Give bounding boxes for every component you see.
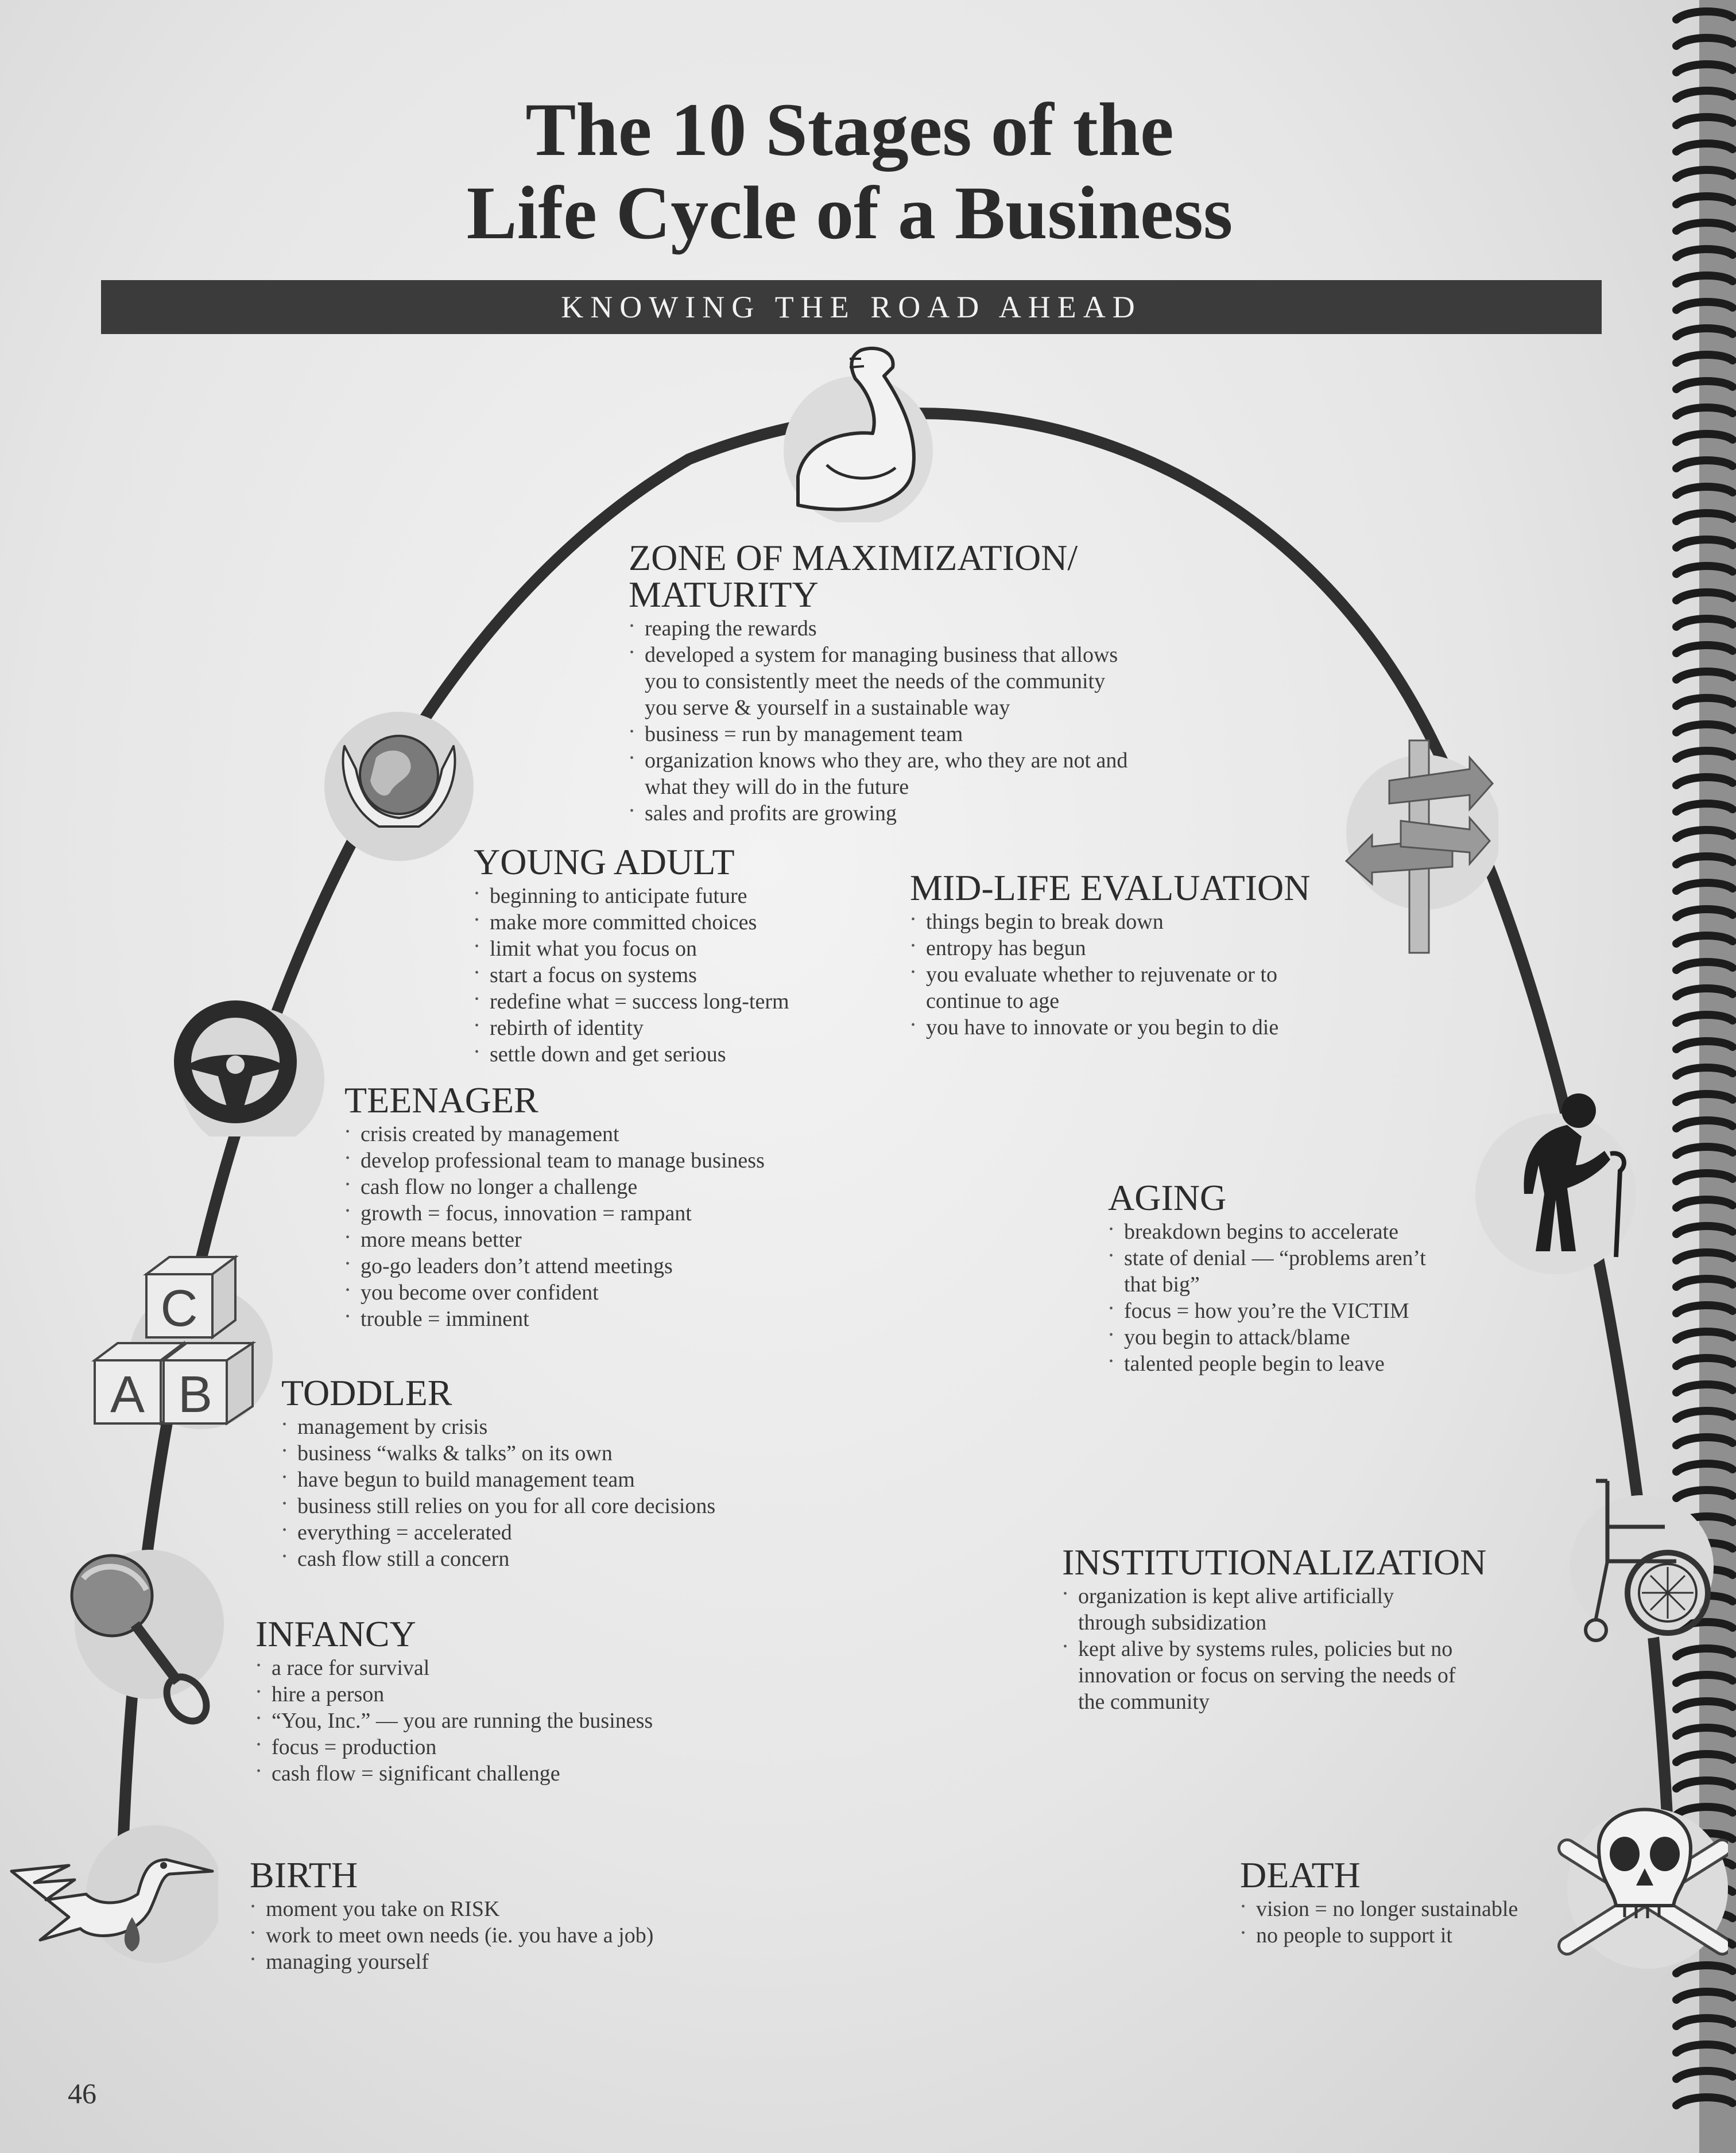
list-item: • start a focus on systems <box>474 962 875 988</box>
stage-maturity <box>629 537 1203 827</box>
list-item: • you become over confident <box>344 1279 861 1306</box>
list-item: • business = run by management team <box>629 721 1203 747</box>
list-item-cont: the community <box>1078 1690 1210 1714</box>
page-title-line-1: The 10 Stages of the <box>525 87 1174 172</box>
list-item: • managing yourself <box>250 1949 766 1975</box>
list-item: • trouble = imminent <box>344 1306 861 1332</box>
list-item: • state of denial — “problems aren’t <box>1108 1245 1567 1271</box>
block-letter-b: B <box>177 1366 213 1423</box>
list-item: • you begin to attack/blame <box>1108 1324 1567 1351</box>
list-item: • breakdown begins to accelerate <box>1108 1219 1567 1245</box>
stage-infancy-title: INFANCY <box>255 1613 416 1654</box>
list-item: • focus = how you’re the VICTIM <box>1108 1298 1567 1324</box>
list-item: • moment you take on RISK <box>250 1896 766 1922</box>
stage-death-title: DEATH <box>1240 1855 1361 1895</box>
stage-toddler <box>281 1372 798 1572</box>
list-item-cont: you to consistently meet the needs of the community <box>645 669 1106 693</box>
list-item: • settle down and get serious <box>474 1041 875 1068</box>
list-item-cont: what they will do in the future <box>645 775 909 799</box>
list-item: • you evaluate whether to rejuvenate or to <box>910 961 1369 988</box>
list-item: • rebirth of identity <box>474 1015 875 1041</box>
stage-infancy <box>255 1613 772 1787</box>
list-item: • redefine what = success long-term <box>474 988 875 1015</box>
stage-midlife-title: MID-LIFE EVALUATION <box>910 867 1311 908</box>
steering-wheel-icon <box>155 999 344 1136</box>
list-item: • “You, Inc.” — you are running the business <box>255 1708 772 1734</box>
stage-young-adult <box>474 841 875 1068</box>
block-letter-a: A <box>110 1366 145 1423</box>
list-item: • kept alive by systems rules, policies but no <box>1062 1636 1550 1662</box>
list-item: • work to meet own needs (ie. you have a job) <box>250 1922 766 1949</box>
stage-institutionalization-title: INSTITUTIONALIZATION <box>1062 1542 1487 1582</box>
globe-in-hands-icon <box>310 677 482 867</box>
list-item: • a race for survival <box>255 1655 772 1681</box>
stage-aging <box>1108 1177 1567 1377</box>
list-item-cont: you serve & yourself in a sustainable way <box>645 696 1010 720</box>
list-item: • entropy has begun <box>910 935 1369 961</box>
list-item-cont: through subsidization <box>1078 1611 1267 1635</box>
stork-icon <box>0 1808 218 1980</box>
stage-young-adult-title: YOUNG ADULT <box>474 841 735 882</box>
stage-birth-title: BIRTH <box>250 1855 358 1895</box>
list-item: • you have to innovate or you begin to die <box>910 1014 1369 1041</box>
stage-midlife <box>910 867 1369 1041</box>
abc-blocks-icon <box>86 1251 281 1435</box>
page-title-line-2: Life Cycle of a Business <box>466 170 1233 255</box>
list-item: • limit what you focus on <box>474 936 875 962</box>
skull-crossbones-icon <box>1556 1774 1728 1986</box>
stage-teenager <box>344 1082 861 1332</box>
flexed-arm-icon <box>764 333 953 522</box>
list-item: • business still relies on you for all core decisions <box>281 1493 798 1519</box>
list-item: • cash flow no longer a challenge <box>344 1174 861 1200</box>
list-item: • organization knows who they are, who they are not and <box>629 747 1203 774</box>
list-item: • reaping the rewards <box>629 615 1203 642</box>
list-item: • have begun to build management team <box>281 1467 798 1493</box>
list-item: • growth = focus, innovation = rampant <box>344 1200 861 1227</box>
list-item: • management by crisis <box>281 1414 798 1440</box>
list-item: • talented people begin to leave <box>1108 1351 1567 1377</box>
list-item: • focus = production <box>255 1734 772 1760</box>
list-item: • go-go leaders don’t attend meetings <box>344 1253 861 1279</box>
list-item-cont: that big” <box>1124 1273 1200 1297</box>
block-letter-c: C <box>160 1280 198 1337</box>
list-item: • business “walks & talks” on its own <box>281 1440 798 1467</box>
list-item-cont: innovation or focus on serving the needs of <box>1078 1663 1456 1688</box>
list-item: • cash flow still a concern <box>281 1546 798 1572</box>
stage-institutionalization <box>1062 1544 1550 1715</box>
list-item-cont: continue to age <box>926 989 1060 1013</box>
stage-teenager-title: TEENAGER <box>344 1080 538 1120</box>
list-item: • sales and profits are growing <box>629 800 1203 827</box>
stage-death <box>1240 1857 1561 1949</box>
list-item: • more means better <box>344 1227 861 1253</box>
list-item: • organization is kept alive artificially <box>1062 1583 1550 1609</box>
list-item: • vision = no longer sustainable <box>1240 1896 1561 1922</box>
list-item: • hire a person <box>255 1681 772 1708</box>
stage-maturity-title-1: ZONE OF MAXIMIZATION/ <box>629 537 1078 578</box>
list-item: • crisis created by management <box>344 1121 861 1147</box>
list-item: • beginning to anticipate future <box>474 883 875 909</box>
stage-aging-title: AGING <box>1108 1177 1227 1218</box>
list-item: • everything = accelerated <box>281 1519 798 1546</box>
stage-toddler-title: TODDLER <box>281 1372 452 1413</box>
rattle-icon <box>57 1538 230 1728</box>
list-item: • make more committed choices <box>474 909 875 936</box>
wheelchair-icon <box>1561 1469 1716 1653</box>
list-item: • developed a system for managing business that allows <box>629 642 1203 668</box>
list-item: • no people to support it <box>1240 1922 1561 1949</box>
stage-birth <box>250 1857 766 1975</box>
banner-text: KNOWING THE ROAD AHEAD <box>561 290 1142 324</box>
page-number: 46 <box>68 2077 96 2109</box>
list-item: • develop professional team to manage business <box>344 1147 861 1174</box>
stage-maturity-title-2: MATURITY <box>629 574 819 615</box>
list-item: • things begin to break down <box>910 909 1369 935</box>
list-item: • cash flow = significant challenge <box>255 1760 772 1787</box>
